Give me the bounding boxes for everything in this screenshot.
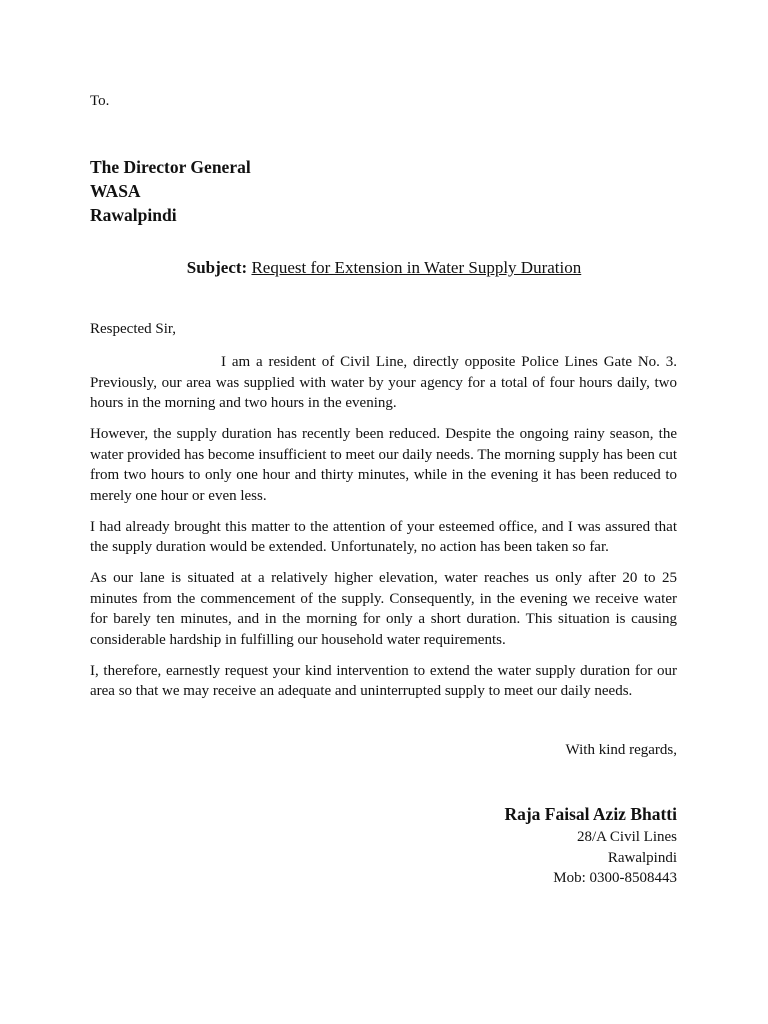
body-paragraph: I, therefore, earnestly request your kind intervention to extend the water supply duration for our area so that we may receive an adequate and uninterrupted supply to meet our daily needs. bbox=[90, 662, 677, 699]
body-paragraph: However, the supply duration has recently been reduced. Despite the ongoing rainy season, the water provided has become insufficient to meet our daily needs. The morning supply has been cut from two hours to only one hour and thirty minutes, while in the evening it has been reduced to merely one hour or even less. bbox=[90, 426, 677, 504]
to-label: To. bbox=[90, 93, 110, 109]
subject-label: Subject: bbox=[186, 258, 248, 277]
recipient-city: Rawalpindi bbox=[90, 205, 177, 225]
sender-address-line2: Rawalpindi bbox=[607, 849, 677, 866]
salutation: Respected Sir, bbox=[90, 321, 177, 337]
body-paragraph: As our lane is situated at a relatively higher elevation, water reaches us only after 20 to 25 minutes from the commencement of the supply. Consequently, in the evening we receive water for barely ten minutes, and in the morning for only a short duration. This situation is causing considerable hardship in fulfilling our household water requirements. bbox=[90, 570, 677, 648]
sender-mobile: Mob: 0300-8508443 bbox=[553, 870, 677, 886]
subject-line bbox=[0, 258, 768, 278]
recipient-organization: WASA bbox=[90, 181, 141, 201]
sender-address-line1: 28/A Civil Lines bbox=[576, 829, 677, 845]
subject-text: Request for Extension in Water Supply Duration bbox=[251, 258, 582, 277]
recipient-title: The Director General bbox=[90, 157, 251, 177]
sender-name: Raja Faisal Aziz Bhatti bbox=[504, 804, 677, 824]
signature-block bbox=[504, 804, 677, 889]
body-paragraph: I am a resident of Civil Line, directly opposite Police Lines Gate No. 3. Previously, our area was supplied with water by your agency for a total of four hours daily, two hours in the morning and two hours in the evening. bbox=[90, 354, 677, 411]
closing: With kind regards, bbox=[565, 742, 677, 758]
letter-body bbox=[90, 352, 677, 712]
body-paragraph: I had already brought this matter to the attention of your esteemed office, and I was assured that the supply duration would be extended. Unfortunately, no action has been taken so far. bbox=[90, 518, 677, 555]
recipient-block bbox=[90, 155, 251, 227]
